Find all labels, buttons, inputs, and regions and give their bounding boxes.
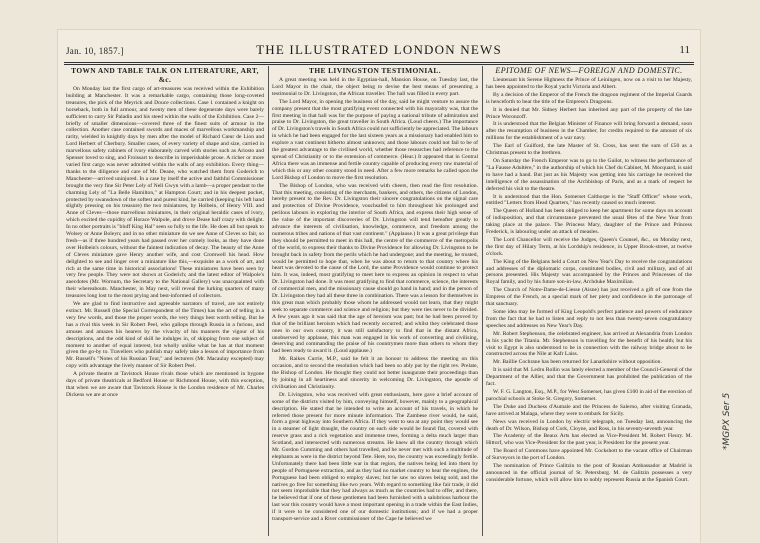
- paragraph: The Earl of Guilford, the late Master of St. Cross, has sent the sum of £50 as a Christmas present to the brethren.: [486, 143, 692, 157]
- paragraph: Some idea may be formed of King Leopold's perfect patience and powers of endurance from the fact that he had to listen and reply to not less than twenty-seven congratulatory speeches and addresses on New Year's Day.: [486, 309, 692, 329]
- header-rule: [64, 62, 694, 63]
- paragraph: The nomination of Prince Galitzin to the post of Russian Ambassador at Madrid is announced in the official journal of St. Petersburg. M. de Galitzin possesses a very considerable fortune, which will allow him to nobly represent Russia at the Spanish Court.: [486, 463, 692, 483]
- paragraph: By a decision of the Emperor of the French the dragoon regiment of the Imperial Guards is henceforth to bear the title of the Empress's Dragoons.: [486, 91, 692, 105]
- page-number: 11: [679, 44, 690, 56]
- paragraph: Dr. Livingston, who was received with great enthusiasm, here gave a brief account of some of the districts visited by him, conveying himself, however, mainly to a geographical description. He stated that he intended to write an account of his travels, in which he referred those present for more minute information. The Zambese river would, he said, form a great highway into Southern Africa. If they went to sea at any point they would see in a steamer of light draught, the country on each side would be found flat, covered with reserve grass and a rich vegetation and immense trees, forming a delta much larger than Scotland, and intersected with numerous streams. He knew all the country through which Mr. Gordon Cumming and others had travelled, and he never met with such a multitude of elephants as were in the district beyond Tete. Here, too, the country was exceedingly fertile. Unfortunately there had been little war in that region, the natives being led into them by people of Portuguese extraction, and as they had no market country to hear the engines, the Portuguese had been obliged to employ slaves; but he saw no slaves being sold, and the natives go free for something like two years. With regard to something like fair trade, it did not seem improbable that they had always as much as the countries had to offer, and there, he believed that if one of these gentlemen had been furnished with a salubrious harbour the last war this country would have a most important opening in a trade within the East Indies, if it were to be considered one of our domestic institutions; and if we had a proper transport-service and a River commissioner of the Cape he believed we: [272, 391, 478, 523]
- paragraph: It is understood that the Hon. Somerset Calthorpe is the "Staff Officer" whose work, entitled "Letters from Head Quarters," has recently caused so much interest.: [486, 193, 692, 207]
- column-body: [66, 86, 264, 399]
- paragraph: Mr. Raikes Currie, M.P., said he felt it an honour to address the meeting on this occasion, and to second the resolution which had been so ably put by the right rev. Prelate, the Bishop of London. He thought they could not better inaugurate their proceedings than by joining in all heartiness and sincerity in welcoming Dr. Livingston, the apostle of civilisation and Christianity.: [272, 356, 478, 390]
- paragraph: News was received in London by electric telegraph, on Tuesday last, announcing the death of Dr. Wilson, Bishop of Cork, Cloyne, and Ross, in his seventy-seventh year.: [486, 418, 692, 432]
- column-heading: EPITOME OF NEWS—FOREIGN AND DOMESTIC.: [495, 66, 683, 75]
- paragraph: The Board of Commons have appointed Mr. Cockshott to the vacant office of Chairman of Surveyors in the port of London.: [486, 448, 692, 462]
- paragraph: The Church of Notre-Dame-de-Liesse (Aisne) has just received a gift of one from the Empress of the French, as a special mark of her piety and confidence in the patronage of that sanctuary.: [486, 287, 692, 308]
- newspaper-page: [58, 30, 700, 543]
- paragraph: It is said that M. Ledru Rollin was lately elected a member of the Council-General of the Department of the Allier, and that the Government has prohibited the publication of the fact.: [486, 367, 692, 388]
- column-divider: [268, 66, 269, 536]
- paragraph: On Saturday the French Emperor was to go to the Guilot, to witness the performance of "La Fausse Adultère," in the authorship of which his Chef du Cabinet, M. Mocquard, is said to have had a hand. But just as his Majesty was getting into his carriage he received the intelligence of the assassination of the Archbishop of Paris, and as a mark of respect he deferred his visit to the theatre.: [486, 157, 692, 192]
- paragraph: The Lord Chancellor will receive the Judges, Queen's Counsel, &c., on Monday next, the first day of Hilary Term, at his Lordship's residence, in Upper Brook-street, at twelve o'clock.: [486, 236, 692, 257]
- column-town-and-table-talk: [66, 66, 264, 536]
- paragraph: The Academy of the Beaux Arts has elected as Vice-President M. Robert Fleury. M. Hittorf, who was Vice-President for the past year, is President for the present year.: [486, 433, 692, 447]
- paragraph: Lieutenant his Serene Highness the Prince of Leiningen, now on a visit to her Majesty, has been appointed to the Royal yacht Victoria and Albert.: [486, 77, 692, 90]
- paragraph: Mr. Baillie Cochrane has been returned for Lanarkshire without opposition.: [493, 359, 662, 366]
- paragraph: It is denied that Mr. Sidney Herbert has inherited any part of the property of the late Prince Woronzoff.: [486, 106, 692, 120]
- paragraph: The Lord Mayor, in opening the business of the day, said he might venture to assure the company present that the most gratifying event connected with his mayoralty was, that the first meeting in that hall was for the purpose of paying a national tribute of admiration and praise to Dr. Livingston, the great traveller in South Africa. (Loud cheers.) The importance of Dr. Livingston's travels in South Africa could not sufficiently be appreciated. The labours in which he had been engaged for the last sixteen years as a missionary had enabled him to explore a vast continent hitherto almost unknown; and those labours could not fail to be of the greatest advantage to the civilised world, whether those researches had reference to the spread of Christianity or to the extension of commerce. (Hear.) It appeared that in Central Africa there was an immense and fertile country capable of producing every raw material of which this or any other country stood in need. After a few more remarks he called upon the Lord Bishop of London to move the first resolution.: [272, 98, 478, 181]
- header-rule-double: [64, 64, 694, 65]
- paragraph: On Monday last the first cargo of art-treasures was received within the Exhibition building at Manchester. It was a remarkable cargo, containing those long-coveted treasures, the pick of the Meyrick and Douce collections. Case 1 contained a knight on horseback, both in full armour, and twenty men of these degenerate days were barely sufficient to carry Sir Paladin and his steed within the walls of the Exhibition. Case 2—briefly of smaller dimensions—covered three of the finest suits of armour in the collection. Another case contained swords and maces of marvellous workmanship and rarity, wielded in knightly days by men after the model of Richard Cœur de Lion and Lord Herbert of Cherbury. Smaller cases, of every variety of shape and size, carried in marvellous safety cabinets of ivory elaborately carved with stories such as Ariosto and Spenser loved to sing, and Froissart to describe in imperishable prose. A richer or more varied first cargo was never admitted within the walls of any exhibition. Every thing—thanks to the diligence and care of Mr. Deane, who watched them from Goderich to Manchester—arrived uninjured. In a case by itself the active and faithful Commissioner brought the very fine Sir Peter Lely of Nell Gwyn with a lamb—a proper pendant to the charming Lely of "La Belle Hamilton," at Hampton Court; and in his deepest pocket, protected by swansdown of the softest and purest kind, he carried (keeping his left hand slightly pressing on his treasure) the two miniatures, by Holbein, of Henry VIII. and Anne of Cleves—those marvellous miniatures, in their original heraldic cases of ivory, which excited the cupidity of Horace Walpole, and drove Dease half crazy with delight. In no other portraits is "bluff King Hal" seen so fully to the life. He does all but speak to Wolsey or Anne Boleyn; and in no other miniature do we see Anne of Cleves so fair, so fresh—as if three hundred years had passed over her comely looks, as they have done over Holbein's colours, without the faintest indication of decay. The beauty of the Anne of Cleves miniature gave Henry another wife, and cost Cromwell his head. How delighted to see and linger over a miniature like this,—exquisite as a work of art, and rich at the same time in historical associations! These miniatures have been seen by very few people. They were not shown at Goderich; and the latest editor of Walpole's anecdotes (Mr. Wornum, the Secretary to the National Gallery) was unacquainted with their whereabouts. Manchester, in May next, will reveal the lurking quarters of many treasures long lost to the most prying and best-informed of collectors.: [66, 86, 264, 300]
- column-body: [272, 77, 478, 523]
- paragraph: The Bishop of London, who was received with cheers, then read the first resolution. That this meeting, consisting of the merchants, bankers, and others, the citizens of London, hereby present to the Rev. Dr. Livingston their sincere congratulations on the signal care and protection of Divine Providence, vouchsafed to him throughout his prolonged and perilous labours in exploring the interior of South Africa, and express their high sense of the value of the important discoveries of Dr. Livingston will tend hereafter greatly to advance the interests of civilisation, knowledge, commerce, and freedom among the numerous tribes and nations of that vast continent." (Applause.) It was a great privilege that they should be permitted to meet in this hall, the centre of the commerce of the metropolis of the world, to express their thanks to Divine Providence for allowing Dr. Livingston to be brought back in safety from the perils which he had undergone; and the meeting, he trusted, would be permitted to hope that, when he was about to return to that country where his heart was devoted to the cause of the Lord, the same Providence would continue to protect him. It was, indeed, most gratifying to meet here to express an opinion in respect to what Dr. Livingston had done. It was most gratifying to find that commerce, science, the interests of commercial men, and the missionary cause should go hand in hand; and in the person of Dr. Livingston they had all these three in combination. There was a lesson for themselves in this great man which probably those whom he addressed would not learn, that they might seek to separate commerce and science and religion; but they were ties never to be divided. A few years ago it was said that the age of heroism was past; but he had been proved by that of the brilliant heroism which had recently occurred; and whilst they celebrated those ones in our own country, it was still satisfactory to find that in the distant Africa, unobserved by applause, this man was engaged in his work of converting and civilising, deserving and commanding the praise of his countrymen more than others to whom they had been ready to award it. (Loud applause.): [272, 182, 478, 355]
- column-heading: TOWN AND TABLE TALK ON LITERATURE, ART, &c.: [71, 66, 259, 84]
- paragraph: W. F. G. Langton, Esq., M.P., for West Somerset, has given £100 in aid of the erection of parochial schools at Stoke St. Gregory, Somerset.: [486, 388, 692, 402]
- paragraph: Mr. Robert Stephenson, the celebrated engineer, has arrived at Alexandria from London in his yacht the Titania. Mr. Stephenson is travelling for the benefit of his health; but his visit to Egypt is also understood to be in connection with the railway bridge about to be constructed across the Nile at Kafr Laiss.: [486, 330, 692, 358]
- column-heading: THE LIVINGSTON TESTIMONIAL.: [309, 66, 441, 75]
- paragraph: The Queen of Holland has been obliged to keep her apartment for some days on account of indisposition, and that circumstance prevented the usual fêtes of the New Year from taking place at the palace. The Princess Mary, daughter of the Prince and Princess Frederick, is labouring under an attack of measles.: [486, 208, 692, 236]
- paragraph: A private theatre at Tavistock House rivals those which are mentioned in bygone days of private theatricals at Bedford House or Richmond House, with this exception, that when we are aware that Tavistock House is the London residence of Mr. Charles Dickens we are at once: [66, 371, 264, 398]
- paragraph: The Duke and Duchess d'Aumale and the Princess de Salerno, after visiting Granada, have arrived at Malaga, where they were to embark for Sicily.: [486, 403, 692, 417]
- column-body: [486, 77, 692, 484]
- paragraph: We are glad to find instructive and agreeable narrators of travel, are not entirely extinct. Mr. Russell (the Special Correspondent of the Times) has the art of telling in a very few words, and those the proper words, the very things best worth telling. But he has a rival this week in Sir Robert Peel, who gallops through Russia in a furious, and amuses and amazes his hearers by the vivacity of his manners the vigour of his descriptions, and the odd kind of skill he indulges in, of skipping from one subject of moment to another of equal interest, but wholly unlike what he has at that moment given the go-by to. Travellers who publish may safely take a lesson of importance from Mr. Russell's "Notes of his Russian Tour," and lecturers (Mr. Macaulay excepted) may copy with advantage the lively manner of Sir Robert Peel.: [66, 301, 264, 370]
- paragraph: It is understood that the Belgian Minister of Finance will bring forward a demand, soon after the resumption of business in the Chamber, for credits required to the amount of six millions for the establishment of a war navy.: [486, 121, 692, 142]
- paragraph: A great meeting was held in the Egyptian-hall, Mansion House, on Tuesday last, the Lord Mayor in the chair, the object being to devise the best means of presenting a testimonial to Dr. Livingston, the African traveller. The hall was filled in every part.: [272, 77, 478, 97]
- issue-date: Jan. 10, 1857.]: [66, 46, 124, 56]
- column-livingston-testimonial: [272, 66, 478, 536]
- paragraph: The King of the Belgians held a Court on New Year's Day to receive the congratulations and addresses of the diplomatic corps, constituted bodies, civil and military, and of all persons presented. His Majesty was accompanied by the Princes and Princesses of the Royal family, and by his future son-in-law, Archduke Maximilian.: [486, 258, 692, 286]
- column-epitome-of-news: [486, 66, 692, 536]
- archive-stamp: *MGPX Ser 5: [722, 392, 732, 450]
- column-divider: [482, 66, 483, 536]
- masthead-title: THE ILLUSTRATED LONDON NEWS: [256, 42, 502, 57]
